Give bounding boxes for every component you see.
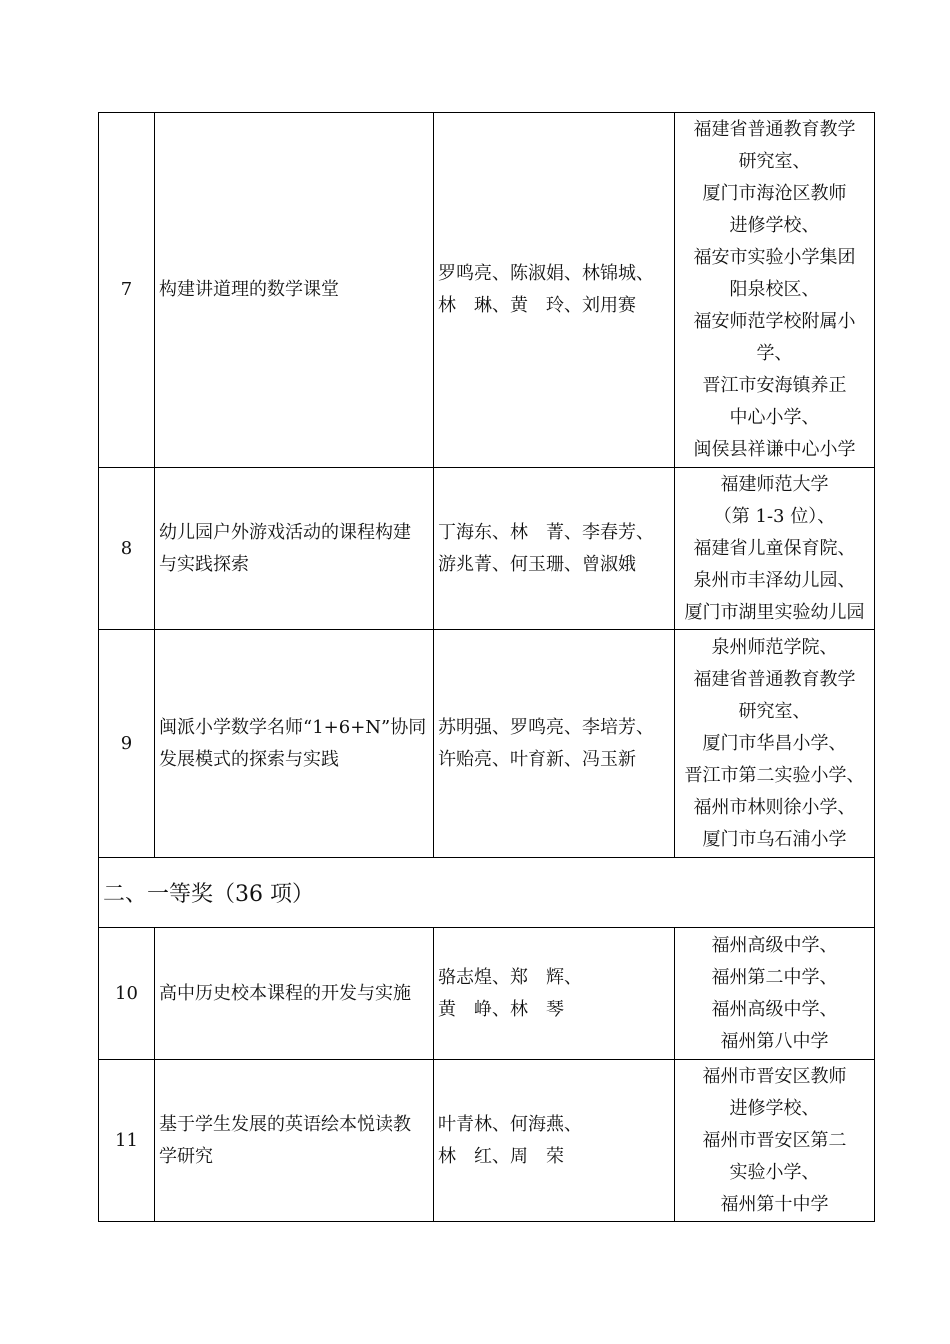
unit-line: 厦门市湖里实验幼儿园 [684, 601, 865, 623]
unit-line: 福州高级中学、 [711, 934, 838, 956]
unit-line: 福州第十中学 [720, 1193, 829, 1215]
authors-line: 黄 峥、林 琴 [438, 998, 564, 1020]
units [675, 468, 875, 629]
row-number: 9 [99, 630, 155, 857]
authors-line: 林 红、周 荣 [438, 1145, 564, 1167]
title-line: 闽派小学数学名师“1+6+N”协同 [159, 716, 427, 738]
authors-line: 丁海东、林 菁、李春芳、 [438, 521, 654, 543]
unit-line: 泉州师范学院、 [711, 636, 838, 658]
unit-line: 晋江市第二实验小学、 [684, 764, 865, 786]
unit-line: 研究室、 [738, 700, 811, 722]
units [675, 113, 875, 467]
title-line: 发展模式的探索与实践 [159, 748, 339, 770]
unit-line: 中心小学、 [729, 407, 820, 428]
unit-line: 福建省儿童保育院、 [693, 537, 856, 559]
table-row [99, 113, 875, 468]
section-header-row [99, 858, 875, 928]
unit-line: 泉州市丰泽幼儿园、 [693, 569, 856, 591]
unit-line: 福安市实验小学集团 [693, 247, 856, 268]
unit-line: 进修学校、 [729, 1097, 820, 1119]
unit-line: 闽侯县祥谦中心小学 [693, 439, 856, 460]
project-title [155, 1060, 434, 1221]
row-number: 10 [99, 928, 155, 1059]
unit-line: 实验小学、 [729, 1161, 820, 1183]
authors-line: 苏明强、罗鸣亮、李培芳、 [438, 716, 654, 738]
authors [434, 928, 675, 1059]
project-title [155, 630, 434, 857]
table-row [99, 468, 875, 630]
unit-line: 研究室、 [738, 151, 811, 172]
table-row [99, 630, 875, 858]
unit-line: 晋江市安海镇养正 [702, 375, 847, 396]
unit-line: 福州市晋安区教师 [702, 1065, 847, 1087]
row-number: 11 [99, 1060, 155, 1221]
authors-line: 林 琳、黄 玲、刘用赛 [438, 295, 636, 316]
unit-line: 阳泉校区、 [729, 279, 820, 300]
unit-line: 福建省普通教育教学 [693, 119, 856, 140]
project-title [155, 928, 434, 1059]
unit-line: 福建师范大学 [720, 473, 829, 495]
title-line: 学研究 [159, 1145, 213, 1167]
unit-line: 厦门市乌石浦小学 [702, 828, 847, 850]
title-line: 高中历史校本课程的开发与实施 [159, 982, 411, 1004]
title-line: 幼儿园户外游戏活动的课程构建 [159, 521, 411, 543]
authors [434, 630, 675, 857]
unit-line: 福州第八中学 [720, 1030, 829, 1052]
authors-line: 叶青林、何海燕、 [438, 1113, 582, 1135]
unit-line: 进修学校、 [729, 215, 820, 236]
authors-line: 游兆菁、何玉珊、曾淑娥 [438, 553, 636, 575]
unit-line: 福州第二中学、 [711, 966, 838, 988]
unit-line: 学、 [756, 343, 793, 364]
unit-line: 厦门市华昌小学、 [702, 732, 847, 754]
authors [434, 113, 675, 467]
title-line: 基于学生发展的英语绘本悦读教 [159, 1113, 411, 1135]
units [675, 630, 875, 857]
unit-line: 厦门市海沧区教师 [702, 183, 847, 204]
authors [434, 468, 675, 629]
project-title [155, 113, 434, 467]
authors [434, 1060, 675, 1221]
unit-line: 福安师范学校附属小 [693, 311, 856, 332]
units [675, 1060, 875, 1221]
authors-line: 骆志煌、郑 辉、 [438, 966, 582, 988]
authors-line: 许贻亮、叶育新、冯玉新 [438, 748, 636, 770]
row-number: 8 [99, 468, 155, 629]
project-title [155, 468, 434, 629]
title-line: 构建讲道理的数学课堂 [159, 279, 339, 300]
unit-line: 福州高级中学、 [711, 998, 838, 1020]
table-row [99, 1060, 875, 1222]
authors-line: 罗鸣亮、陈淑娟、林锦城、 [438, 263, 654, 284]
unit-line: 福州市林则徐小学、 [693, 796, 856, 818]
title-line: 与实践探索 [159, 553, 249, 575]
section-title: 二、一等奖（36 项） [99, 858, 875, 927]
table-row [99, 928, 875, 1060]
row-number: 7 [99, 113, 155, 467]
unit-line: 福州市晋安区第二 [702, 1129, 847, 1151]
unit-line: 福建省普通教育教学 [693, 668, 856, 690]
unit-line: （第 1-3 位）、 [713, 505, 836, 527]
units [675, 928, 875, 1059]
awards-table [98, 112, 875, 1222]
